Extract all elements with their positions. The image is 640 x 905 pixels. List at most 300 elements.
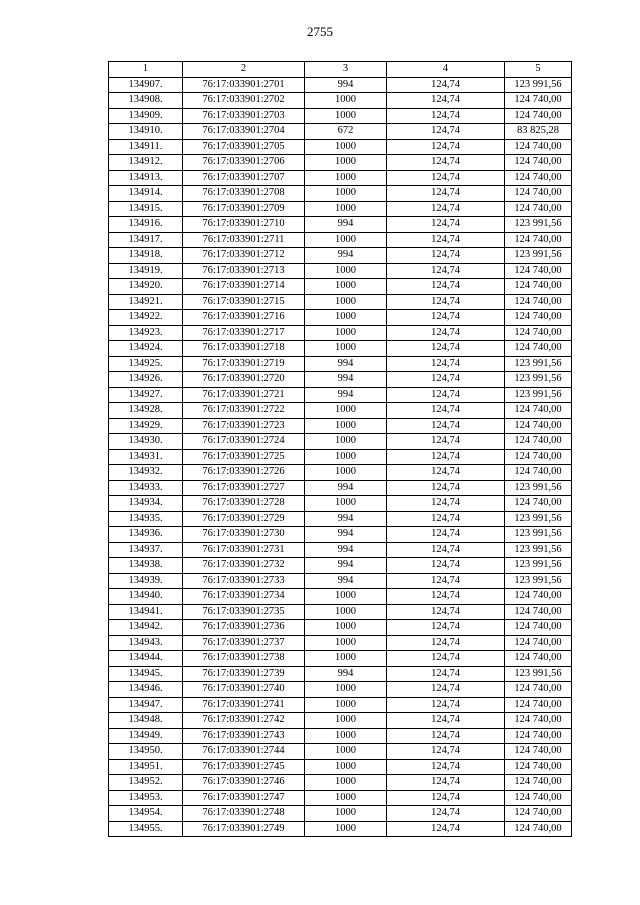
cadastral-number-cell: 76:17:033901:2711 [183,232,305,248]
cadastral-number-cell: 76:17:033901:2743 [183,728,305,744]
row-number-cell: 134927. [109,387,183,403]
table-row [109,201,572,217]
rate-cell: 124,74 [387,170,505,186]
amount-cell: 124 740,00 [505,418,572,434]
cadastral-number-cell: 76:17:033901:2720 [183,372,305,388]
amount-cell: 124 740,00 [505,651,572,667]
amount-cell: 124 740,00 [505,759,572,775]
area-cell: 1000 [305,170,387,186]
page-number: 2755 [307,24,333,39]
amount-cell: 124 740,00 [505,403,572,419]
amount-cell: 123 991,56 [505,387,572,403]
area-cell: 994 [305,77,387,93]
row-number-cell: 134937. [109,542,183,558]
table-row [109,573,572,589]
cadastral-number-cell: 76:17:033901:2701 [183,77,305,93]
amount-cell: 124 740,00 [505,697,572,713]
cadastral-number-cell: 76:17:033901:2705 [183,139,305,155]
area-cell: 994 [305,387,387,403]
area-cell: 994 [305,217,387,233]
area-cell: 1000 [305,449,387,465]
table-row [109,651,572,667]
table-row [109,620,572,636]
cadastral-number-cell: 76:17:033901:2729 [183,511,305,527]
cadastral-number-cell: 76:17:033901:2706 [183,155,305,171]
rate-cell: 124,74 [387,263,505,279]
cadastral-number-cell: 76:17:033901:2727 [183,480,305,496]
amount-cell: 123 991,56 [505,511,572,527]
cadastral-number-cell: 76:17:033901:2732 [183,558,305,574]
cadastral-number-cell: 76:17:033901:2721 [183,387,305,403]
cadastral-number-cell: 76:17:033901:2747 [183,790,305,806]
table-row [109,527,572,543]
rate-cell: 124,74 [387,620,505,636]
rate-cell: 124,74 [387,310,505,326]
rate-cell: 124,74 [387,821,505,837]
table-row [109,155,572,171]
amount-cell: 123 991,56 [505,666,572,682]
table-header-row [109,62,572,78]
row-number-cell: 134910. [109,124,183,140]
area-cell: 1000 [305,651,387,667]
area-cell: 994 [305,356,387,372]
table-row [109,356,572,372]
amount-cell: 124 740,00 [505,790,572,806]
rate-cell: 124,74 [387,108,505,124]
table-row [109,821,572,837]
area-cell: 1000 [305,821,387,837]
row-number-cell: 134942. [109,620,183,636]
table-body [109,77,572,837]
cadastral-number-cell: 76:17:033901:2733 [183,573,305,589]
rate-cell: 124,74 [387,527,505,543]
cadastral-number-cell: 76:17:033901:2748 [183,806,305,822]
rate-cell: 124,74 [387,139,505,155]
area-cell: 1000 [305,713,387,729]
table-row [109,666,572,682]
area-cell: 1000 [305,139,387,155]
table-row [109,418,572,434]
row-number-cell: 134944. [109,651,183,667]
row-number-cell: 134925. [109,356,183,372]
table-row [109,480,572,496]
row-number-cell: 134947. [109,697,183,713]
amount-cell: 124 740,00 [505,775,572,791]
amount-cell: 123 991,56 [505,542,572,558]
area-cell: 672 [305,124,387,140]
row-number-cell: 134911. [109,139,183,155]
row-number-cell: 134912. [109,155,183,171]
amount-cell: 124 740,00 [505,713,572,729]
cadastral-number-cell: 76:17:033901:2713 [183,263,305,279]
cadastral-number-cell: 76:17:033901:2703 [183,108,305,124]
row-number-cell: 134936. [109,527,183,543]
area-cell: 994 [305,511,387,527]
area-cell: 1000 [305,155,387,171]
column-header: 2 [183,62,305,78]
row-number-cell: 134948. [109,713,183,729]
area-cell: 1000 [305,728,387,744]
amount-cell: 124 740,00 [505,589,572,605]
row-number-cell: 134950. [109,744,183,760]
cadastral-number-cell: 76:17:033901:2741 [183,697,305,713]
row-number-cell: 134935. [109,511,183,527]
amount-cell: 123 991,56 [505,248,572,264]
amount-cell: 124 740,00 [505,341,572,357]
amount-cell: 124 740,00 [505,170,572,186]
area-cell: 994 [305,480,387,496]
area-cell: 1000 [305,108,387,124]
row-number-cell: 134931. [109,449,183,465]
area-cell: 1000 [305,589,387,605]
area-cell: 1000 [305,186,387,202]
area-cell: 1000 [305,201,387,217]
column-header: 5 [505,62,572,78]
row-number-cell: 134943. [109,635,183,651]
table-row [109,77,572,93]
amount-cell: 124 740,00 [505,232,572,248]
row-number-cell: 134940. [109,589,183,605]
rate-cell: 124,74 [387,651,505,667]
rate-cell: 124,74 [387,713,505,729]
rate-cell: 124,74 [387,744,505,760]
row-number-cell: 134929. [109,418,183,434]
row-number-cell: 134939. [109,573,183,589]
amount-cell: 83 825,28 [505,124,572,140]
amount-cell: 124 740,00 [505,496,572,512]
rate-cell: 124,74 [387,697,505,713]
row-number-cell: 134951. [109,759,183,775]
amount-cell: 123 991,56 [505,77,572,93]
area-cell: 1000 [305,232,387,248]
amount-cell: 124 740,00 [505,263,572,279]
table-row [109,744,572,760]
amount-cell: 124 740,00 [505,93,572,109]
table-row [109,387,572,403]
rate-cell: 124,74 [387,496,505,512]
rate-cell: 124,74 [387,155,505,171]
amount-cell: 123 991,56 [505,527,572,543]
column-header: 3 [305,62,387,78]
table-row [109,372,572,388]
rate-cell: 124,74 [387,294,505,310]
area-cell: 1000 [305,806,387,822]
rate-cell: 124,74 [387,465,505,481]
row-number-cell: 134917. [109,232,183,248]
rate-cell: 124,74 [387,775,505,791]
row-number-cell: 134916. [109,217,183,233]
row-number-cell: 134920. [109,279,183,295]
row-number-cell: 134934. [109,496,183,512]
cadastral-number-cell: 76:17:033901:2742 [183,713,305,729]
cadastral-number-cell: 76:17:033901:2714 [183,279,305,295]
amount-cell: 124 740,00 [505,728,572,744]
rate-cell: 124,74 [387,201,505,217]
table-row [109,186,572,202]
table-row [109,790,572,806]
table-row [109,294,572,310]
area-cell: 994 [305,542,387,558]
row-number-cell: 134938. [109,558,183,574]
rate-cell: 124,74 [387,449,505,465]
cadastral-number-cell: 76:17:033901:2717 [183,325,305,341]
area-cell: 1000 [305,620,387,636]
row-number-cell: 134908. [109,93,183,109]
table-row [109,108,572,124]
rate-cell: 124,74 [387,558,505,574]
cadastral-number-cell: 76:17:033901:2728 [183,496,305,512]
cadastral-number-cell: 76:17:033901:2707 [183,170,305,186]
data-table [108,61,572,837]
table-row [109,759,572,775]
cadastral-number-cell: 76:17:033901:2737 [183,635,305,651]
area-cell: 1000 [305,434,387,450]
table-row [109,325,572,341]
amount-cell: 124 740,00 [505,635,572,651]
table-row [109,697,572,713]
table-row [109,806,572,822]
row-number-cell: 134945. [109,666,183,682]
area-cell: 994 [305,666,387,682]
cadastral-number-cell: 76:17:033901:2744 [183,744,305,760]
rate-cell: 124,74 [387,759,505,775]
cadastral-number-cell: 76:17:033901:2739 [183,666,305,682]
area-cell: 994 [305,573,387,589]
area-cell: 994 [305,248,387,264]
rate-cell: 124,74 [387,372,505,388]
row-number-cell: 134909. [109,108,183,124]
amount-cell: 124 740,00 [505,294,572,310]
rate-cell: 124,74 [387,480,505,496]
amount-cell: 123 991,56 [505,558,572,574]
area-cell: 1000 [305,496,387,512]
table-row [109,604,572,620]
area-cell: 994 [305,558,387,574]
cadastral-number-cell: 76:17:033901:2722 [183,403,305,419]
area-cell: 1000 [305,418,387,434]
table-row [109,775,572,791]
amount-cell: 123 991,56 [505,356,572,372]
amount-cell: 124 740,00 [505,744,572,760]
amount-cell: 123 991,56 [505,372,572,388]
row-number-cell: 134949. [109,728,183,744]
cadastral-number-cell: 76:17:033901:2745 [183,759,305,775]
row-number-cell: 134913. [109,170,183,186]
amount-cell: 123 991,56 [505,480,572,496]
area-cell: 1000 [305,604,387,620]
rate-cell: 124,74 [387,248,505,264]
area-cell: 1000 [305,759,387,775]
rate-cell: 124,74 [387,387,505,403]
cadastral-number-cell: 76:17:033901:2730 [183,527,305,543]
cadastral-number-cell: 76:17:033901:2736 [183,620,305,636]
rate-cell: 124,74 [387,325,505,341]
row-number-cell: 134926. [109,372,183,388]
cadastral-number-cell: 76:17:033901:2716 [183,310,305,326]
rate-cell: 124,74 [387,511,505,527]
area-cell: 994 [305,527,387,543]
rate-cell: 124,74 [387,93,505,109]
table-row [109,589,572,605]
row-number-cell: 134922. [109,310,183,326]
amount-cell: 124 740,00 [505,620,572,636]
area-cell: 1000 [305,93,387,109]
amount-cell: 124 740,00 [505,325,572,341]
rate-cell: 124,74 [387,217,505,233]
row-number-cell: 134919. [109,263,183,279]
table-row [109,635,572,651]
amount-cell: 124 740,00 [505,449,572,465]
cadastral-number-cell: 76:17:033901:2704 [183,124,305,140]
area-cell: 1000 [305,263,387,279]
cadastral-number-cell: 76:17:033901:2746 [183,775,305,791]
cadastral-number-cell: 76:17:033901:2719 [183,356,305,372]
column-header: 4 [387,62,505,78]
cadastral-number-cell: 76:17:033901:2726 [183,465,305,481]
amount-cell: 124 740,00 [505,139,572,155]
amount-cell: 124 740,00 [505,310,572,326]
column-header: 1 [109,62,183,78]
table-row [109,449,572,465]
cadastral-number-cell: 76:17:033901:2723 [183,418,305,434]
rate-cell: 124,74 [387,341,505,357]
row-number-cell: 134952. [109,775,183,791]
amount-cell: 124 740,00 [505,279,572,295]
amount-cell: 124 740,00 [505,682,572,698]
rate-cell: 124,74 [387,418,505,434]
row-number-cell: 134932. [109,465,183,481]
rate-cell: 124,74 [387,232,505,248]
row-number-cell: 134914. [109,186,183,202]
rate-cell: 124,74 [387,186,505,202]
area-cell: 994 [305,372,387,388]
rate-cell: 124,74 [387,124,505,140]
area-cell: 1000 [305,775,387,791]
table-row [109,248,572,264]
table-row [109,279,572,295]
rate-cell: 124,74 [387,356,505,372]
amount-cell: 123 991,56 [505,217,572,233]
area-cell: 1000 [305,325,387,341]
rate-cell: 124,74 [387,666,505,682]
rate-cell: 124,74 [387,728,505,744]
cadastral-number-cell: 76:17:033901:2731 [183,542,305,558]
table-row [109,217,572,233]
rate-cell: 124,74 [387,682,505,698]
table-row [109,496,572,512]
table-row [109,341,572,357]
row-number-cell: 134930. [109,434,183,450]
table-row [109,232,572,248]
table-row [109,682,572,698]
cadastral-number-cell: 76:17:033901:2709 [183,201,305,217]
rate-cell: 124,74 [387,604,505,620]
table-row [109,542,572,558]
table-row [109,124,572,140]
amount-cell: 124 740,00 [505,201,572,217]
area-cell: 1000 [305,310,387,326]
row-number-cell: 134941. [109,604,183,620]
area-cell: 1000 [305,744,387,760]
row-number-cell: 134946. [109,682,183,698]
amount-cell: 124 740,00 [505,434,572,450]
cadastral-number-cell: 76:17:033901:2734 [183,589,305,605]
rate-cell: 124,74 [387,635,505,651]
area-cell: 1000 [305,790,387,806]
row-number-cell: 134923. [109,325,183,341]
amount-cell: 124 740,00 [505,155,572,171]
row-number-cell: 134955. [109,821,183,837]
row-number-cell: 134907. [109,77,183,93]
row-number-cell: 134933. [109,480,183,496]
area-cell: 1000 [305,279,387,295]
rate-cell: 124,74 [387,434,505,450]
cadastral-number-cell: 76:17:033901:2710 [183,217,305,233]
table-row [109,139,572,155]
cadastral-number-cell: 76:17:033901:2708 [183,186,305,202]
table-row [109,511,572,527]
cadastral-number-cell: 76:17:033901:2740 [183,682,305,698]
cadastral-number-cell: 76:17:033901:2724 [183,434,305,450]
rate-cell: 124,74 [387,77,505,93]
cadastral-number-cell: 76:17:033901:2749 [183,821,305,837]
table-row [109,728,572,744]
rate-cell: 124,74 [387,573,505,589]
amount-cell: 124 740,00 [505,108,572,124]
row-number-cell: 134915. [109,201,183,217]
rate-cell: 124,74 [387,279,505,295]
cadastral-number-cell: 76:17:033901:2702 [183,93,305,109]
cadastral-number-cell: 76:17:033901:2725 [183,449,305,465]
area-cell: 1000 [305,403,387,419]
table-row [109,434,572,450]
rate-cell: 124,74 [387,806,505,822]
table-row [109,93,572,109]
table-row [109,263,572,279]
table-row [109,170,572,186]
table-row [109,310,572,326]
cadastral-number-cell: 76:17:033901:2718 [183,341,305,357]
amount-cell: 124 740,00 [505,604,572,620]
area-cell: 1000 [305,465,387,481]
rate-cell: 124,74 [387,589,505,605]
area-cell: 1000 [305,635,387,651]
row-number-cell: 134924. [109,341,183,357]
rate-cell: 124,74 [387,542,505,558]
table-row [109,403,572,419]
amount-cell: 123 991,56 [505,573,572,589]
row-number-cell: 134954. [109,806,183,822]
rate-cell: 124,74 [387,403,505,419]
amount-cell: 124 740,00 [505,465,572,481]
amount-cell: 124 740,00 [505,806,572,822]
table-row [109,465,572,481]
amount-cell: 124 740,00 [505,186,572,202]
area-cell: 1000 [305,294,387,310]
area-cell: 1000 [305,341,387,357]
rate-cell: 124,74 [387,790,505,806]
amount-cell: 124 740,00 [505,821,572,837]
cadastral-number-cell: 76:17:033901:2738 [183,651,305,667]
area-cell: 1000 [305,682,387,698]
row-number-cell: 134921. [109,294,183,310]
row-number-cell: 134953. [109,790,183,806]
area-cell: 1000 [305,697,387,713]
cadastral-number-cell: 76:17:033901:2715 [183,294,305,310]
row-number-cell: 134918. [109,248,183,264]
table-row [109,558,572,574]
cadastral-number-cell: 76:17:033901:2712 [183,248,305,264]
